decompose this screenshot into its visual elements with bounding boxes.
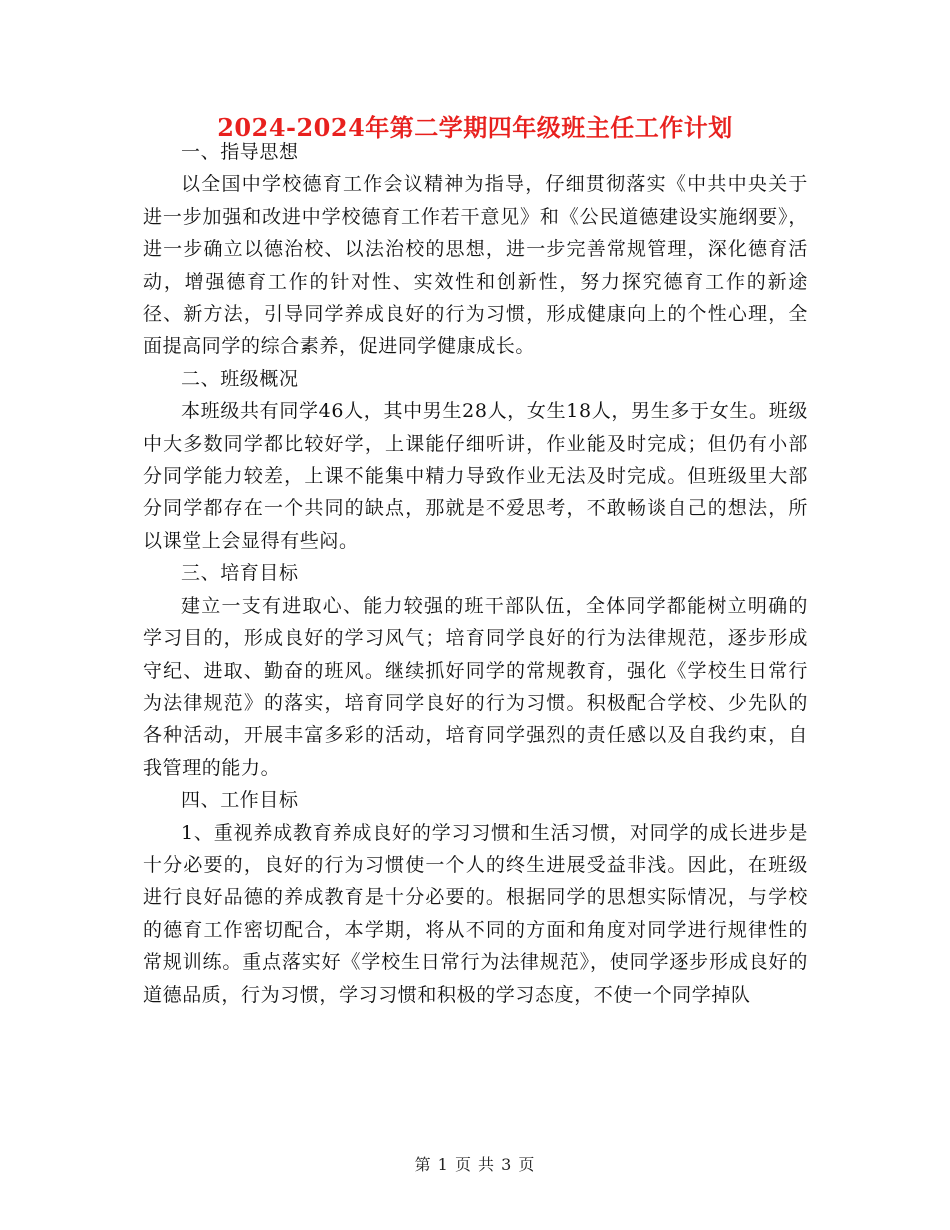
document-body — [143, 136, 808, 1011]
section-heading-class-overview: 二、班级概况 — [181, 367, 299, 390]
paragraph-guiding-ideology: 以全国中学校德育工作会议精神为指导，仔细贯彻落实《中共中央关于进一步加强和改进中学校德育工作若干意见》和《公民道德建设实施纲要》，进一步确立以德治校、以法治校的思想，进一步完善常规管理，深化德育活动，增强德育工作的针对性、实效性和创新性，努力探究德育工作的新途径、新方法，引导同学养成良好的行为习惯，形成健康向上的个性心理，全面提高同学的综合素养，促进同学健康成长。 — [143, 173, 808, 358]
section-heading-guiding-ideology: 一、指导思想 — [181, 141, 299, 163]
section-heading-work-goals: 四、工作目标 — [181, 789, 299, 812]
section-heading-cultivation-goals: 三、培育目标 — [181, 562, 299, 585]
document-title: 2024-2024年第二学期四年级班主任工作计划 — [217, 113, 733, 142]
page-footer — [0, 1154, 950, 1176]
page-number-label: 第 1 页 共 3 页 — [414, 1155, 536, 1174]
paragraph-class-overview: 本班级共有同学46人，其中男生28人，女生18人，男生多于女生。班级中大多数同学都比较好学，上课能仔细听讲，作业能及时完成；但仍有小部分同学能力较差，上课不能集中精力导致作业无法及时完成。但班级里大部分同学都存在一个共同的缺点，那就是不爱思考，不敢畅谈自己的想法，所以课堂上会显得有些闷。 — [143, 400, 808, 552]
paragraph-cultivation-goals: 建立一支有进取心、能力较强的班干部队伍，全体同学都能树立明确的学习目的，形成良好的学习风气；培育同学良好的行为法律规范，逐步形成守纪、进取、勤奋的班风。继续抓好同学的常规教育，强化《学校生日常行为法律规范》的落实，培育同学良好的行为习惯。积极配合学校、少先队的各种活动，开展丰富多彩的活动，培育同学强烈的责任感以及自我约束，自我管理的能力。 — [143, 594, 808, 779]
paragraph-work-goals: 1、重视养成教育养成良好的学习习惯和生活习惯，对同学的成长进步是十分必要的，良好的行为习惯使一个人的终生进展受益非浅。因此，在班级进行良好品德的养成教育是十分必要的。根据同学的思想实际情况，与学校的德育工作密切配合，本学期，将从不同的方面和角度对同学进行规律性的常规训练。重点落实好《学校生日常行为法律规范》，使同学逐步形成良好的道德品质，行为习惯，学习习惯和积极的学习态度，不使一个同学掉队 — [143, 821, 808, 1006]
